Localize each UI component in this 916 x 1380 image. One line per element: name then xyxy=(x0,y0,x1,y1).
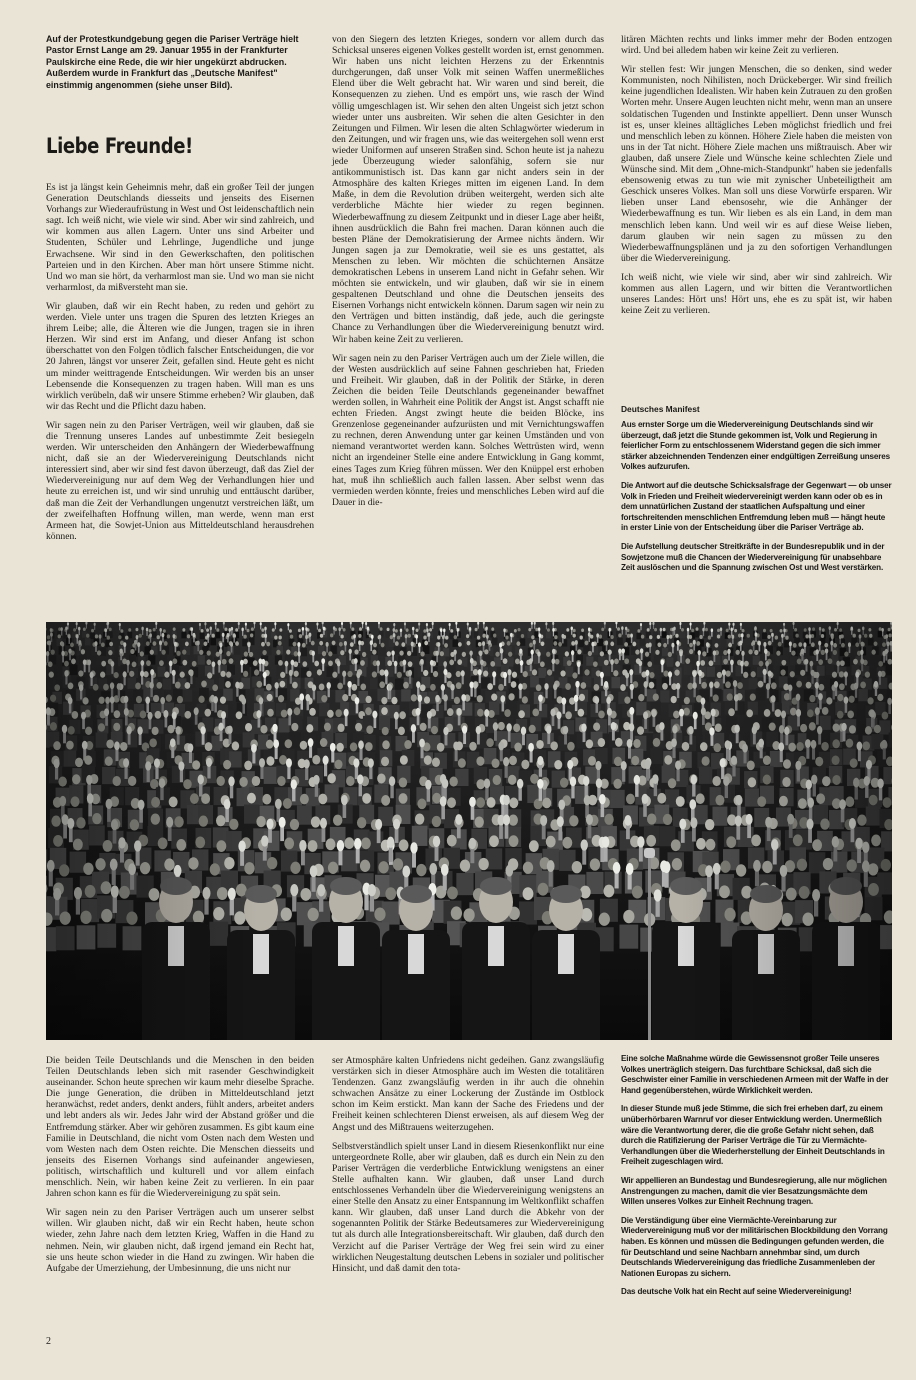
manifest-paragraph: Die Antwort auf die deutsche Schicksalsfrage der Gegenwart — ob unser Volk in Frieden und Freiheit wiedervereinigt werden kann oder ob es in dem unnatürlichen Zustand der staatlichen Aufspaltung und einer fortschreitenden menschlichen Entfremdung leben muß — hängt heute in erster Linie von der Entscheidung über die Pariser Verträge ab. xyxy=(621,480,892,533)
col2-paragraph: Wir sagen nein zu den Pariser Verträgen auch um der Ziele willen, die der Westen ausdrücklich auf seine Fahnen geschrieben hat, Frieden und Freiheit. Wir glauben, daß in der Politik der Stärke, in deren Zeichen die beiden Teile Deutschlands gegeneinander bewaffnet werden sollen, in Wahrheit eine Politik der Angst ist. Angst schafft nie echten Frieden. Angst zwingt heute die beiden Blöcke, ins Grenzenlose gegeneinander aufzurüsten und mit Vernichtungswaffen zu rechnen, deren Anwendung unter gar keinen Umständen und von niemand verantwortet werden kann. Solches Wettrüsten wird, wenn nicht an irgendeiner Stelle eine andere Entwicklung in Gang kommt, eines Tages zum Krieg führen müssen. Wer den Knüppel erst erhoben hat, muß ihn schließlich auch fallen lassen. Aber selbst wenn das vermieden werden könnte, freies und menschliches Leben wird auf die Dauer in die- xyxy=(332,352,604,508)
col2-paragraph: von den Siegern des letzten Krieges, sondern vor allem durch das Schicksal unseres eigenen Volkes gestellt worden ist, ernst genommen. Wir haben uns nicht leichten Herzens zu der Erkenntnis durchgerungen, daß unser Volk mit seinen Waffen unermeßliches Elend über die Welt gebracht hat. Wir waren und sind bereit, die Konsequenzen zu ziehen. Und es empört uns, wie rasch der Wind völlig umgeschlagen ist. Wir sehen den alten Ungeist sich jetzt schon wieder unter uns ausbreiten. Wir sehen die alten Gesichter in den Zeitungen und Filmen. Wir lesen die alten Schlagwörter wiederum in den Zeitungen, und wir fragen uns, wie das weitergehen soll wenn erst wieder Uniformen auf unseren Straßen sind. Schon heute ist ja nahezu jede Überzeugung wieder salonfähig, sofern sie nur antikommunistisch ist. Das kann gar nicht anders sein in der Atmosphäre des kalten Krieges mitten im eigenen Land. In dem Maße, in dem die Revolution drüben weitergeht, werden sich alte verderbliche Mächte hier wieder zu regen beginnen. Wiederbewaffnung zu diesem Zeitpunkt und in dieser Lage aber heißt, ihnen ausdrücklich die Bahn frei machen. Daran können auch die besten Pläne der Demokratisierung der Armee nichts ändern. Wir Jungen sagen ja zur Demokratie, weil sie es uns gestattet, als Menschen zu leben. Wir möchten die schüchternen Ansätze demokratischen Lebens in unserem Land nicht in Gefahr sehen. Wir möchten sie entwickeln, und wir glauben, daß wir sie in einem gespaltenen Deutschland und ohne die Deutschen jenseits des Eisernen Vorhangs nicht entwickeln können. Darum sagen wir nein zu den Verträgen und bitten inständig, daß jede, auch die geringste Chance zu Verhandlungen über die Wiedervereinigung benutzt wird. Wir haben keine Zeit zu verlieren. xyxy=(332,34,604,345)
page-number: 2 xyxy=(46,1336,51,1347)
column-1-body xyxy=(46,182,314,550)
manifest-paragraph: Wir appellieren an Bundestag und Bundesregierung, alle nur möglichen Anstrengungen zu machen, damit die vier Besatzungsmächte dem Willen unseres Volkes zur Einheit Rechnung tragen. xyxy=(621,1175,887,1207)
assembly-photo xyxy=(46,622,892,1040)
bottom-col1-paragraph: Wir sagen nein zu den Pariser Verträgen auch um unserer selbst willen. Wir glauben nicht, daß wir ein Recht haben, heute schon wieder, zehn Jahre nach dem letzten Krieg, Waffen in die Hand zu nehmen. Nein, wir glauben nicht, daß irgend jemand ein Recht hat, sie uns heute schon wieder in die Hand zu zwingen. Wir haben die Aufgabe der Umerziehung, der Umbesinnung, die uns nicht nur xyxy=(46,1207,314,1274)
col3-paragraph: litären Mächten rechts und links immer mehr der Boden entzogen wird. Und bei alledem haben wir keine Zeit zu verlieren. xyxy=(621,34,892,57)
col1-paragraph: Es ist ja längst kein Geheimnis mehr, daß ein großer Teil der jungen Generation Deutschlands diesseits und jenseits des Eisernen Vorhangs zur Wiederaufrüstung in West und Ost leidenschaftlich nein sagt. Ich weiß nicht, wie viele wir sind. Aber wir sind zahlreich, und wir kommen aus allen Lagern. Unter uns sind Arbeiter und Studenten, Schüler und Lehrlinge, Jugendliche und junge Erwachsene. Wir sind in den Gewerkschaften, den politischen Parteien und in den Kirchen. Aber man hört unsere Stimme nicht. Und wo man sie hört, da verharmlost man sie. Und wo man sie nicht verharmlost, da mißversteht man sie. xyxy=(46,182,314,293)
headline-block xyxy=(46,134,314,158)
headline: Liebe Freunde! xyxy=(46,134,193,158)
manifest-paragraph: Aus ernster Sorge um die Wiedervereinigung Deutschlands sind wir überzeugt, daß jetzt die Stunde gekommen ist, Volk und Regierung in feierlicher Form zu entschlossenem Widerstand gegen die sich immer stärker abzeichnenden Tendenzen einer endgültigen Zerreißung unseres Volkes aufzurufen. xyxy=(621,420,890,472)
manifest-top xyxy=(621,404,892,582)
intro-text: Auf der Protestkundgebung gegen die Pariser Verträge hielt Pastor Ernst Lange am 29. Januar 1955 in der Frankfurter Paulskirche eine Rede, die wir hier ungekürzt abdrucken. Außerdem wurde in Frankfurt das „Deutsche Manifest" einstimmig angenommen (siehe unser Bild). xyxy=(46,34,299,90)
manifest-paragraph: Eine solche Maßnahme würde die Gewissensnot großer Teile unseres Volkes unerträglich steigern. Das furchtbare Schicksal, daß sich die Geschwister einer Familie in verschiedenen Armeen mit der Waffe in der Hand gegenüberstehen, würde Wirklichkeit werden. xyxy=(621,1054,889,1095)
column-1-top xyxy=(46,34,314,91)
bottom-column-1 xyxy=(46,1055,314,1282)
col1-paragraph: Wir glauben, daß wir ein Recht haben, zu reden und gehört zu werden. Viele unter uns tragen die Spuren des letzten Krieges an ihrem Leibe; alle, die Älteren wie die Jungen, tragen sie in ihren Herzen. Wir sind erst im Anfang, und dieser Anfang ist schon überschattet von den Folgen tödlich falscher Entscheidungen, die vor 20 Jahren, längst vor unserer Zeit, gefallen sind. Heute geht es nicht um minder weittragende Entscheidungen. Wir werden bis an unser Lebensende die Konsequenzen zu tragen haben. Will man es uns wirklich verübeln, daß wir unsere Stimme erheben? Wir glauben, daß wir das Recht und die Pflicht dazu haben. xyxy=(46,300,314,412)
manifest-paragraph: Die Verständigung über eine Viermächte-Vereinbarung zur Wiedervereinigung muß vor der militärischen Blockbildung den Vorrang haben. Es können und müssen die Bedingungen gefunden werden, die für Deutschland und seine Nachbarn annehmbar sind, um durch Deutschlands Wiedervereinigung das friedliche Zusammenleben der Nationen Europas zu sichern. xyxy=(621,1215,888,1278)
bottom-col2-paragraph: ser Atmosphäre kalten Unfriedens nicht gedeihen. Ganz zwangsläufig verstärken sich in dieser Atmosphäre auch im Westen die totalitären Tendenzen. Ganz zwangsläufig werden in ihr auch die ohnehin schwachen Ansätze zu einer Lockerung der Zustände im Ostblock schon im Keim erstickt. Man kann der Sache des Friedens und der Freiheit keinen schlechteren Dienst erweisen, als auf diesem Weg der Angst und des Mißtrauens weiterzugehen. xyxy=(332,1055,604,1133)
column-2-top xyxy=(332,34,604,516)
crowd-raising-hands-image xyxy=(46,622,892,1040)
bottom-col2-paragraph: Selbstverständlich spielt unser Land in diesem Riesenkonflikt nur eine untergeordnete Rolle, aber wir glauben, daß es durch ein Nein zu den Pariser Verträgen die verderbliche Entwicklung wenigstens an einer Stelle aufhalten kann. Wir glauben, daß unser Land durch entschlossenes Verhandeln über die Wiedervereinigung wenigstens an einer Stelle den Ansatz zu einer Entspannung im Weltkonflikt schaffen kann. Wir glauben, daß unser Land durch die Abkehr von der sogenannten Politik der Stärke Bedeutsameres zur Wiedervereinigung tut als durch alle Integrationsbereitschaft. Wir glauben, daß durch den Verzicht auf die Pariser Verträge der Weg frei sein wird zu einer wirklichen Neugestaltung deutschen Lebens in sozialer und politischer Hinsicht, und daß damit den tota- xyxy=(332,1140,604,1274)
column-3-top xyxy=(621,34,892,324)
bottom-col1-paragraph: Die beiden Teile Deutschlands und die Menschen in den beiden Teilen Deutschlands leben sich mit rasender Geschwindigkeit auseinander. Schon heute sprechen wir kaum mehr dieselbe Sprache. Die junge Generation, die drüben in Mitteldeutschland jetzt heranwächst, redet anders, denkt anders, fühlt anders, arbeitet anders und lebt anders als wir. Jedes Jahr wird der Abstand größer und die Entfremdung stärker. Aber wir gehören zusammen. Es gibt kaum eine Familie in Deutschland, die nicht vom Osten nach dem Westen und vom Westen nach dem Osten reichte. Die Menschen diesseits und jenseits des Eisernen Vorhangs sind aufeinander angewiesen, politisch, wirtschaftlich und kulturell und vor allem einfach menschlich. Nein, wir haben keine Zeit zu verlieren. In ein paar Jahren schon kann es für die Wiedervereinigung zu spät sein. xyxy=(46,1055,314,1200)
col3-paragraph: Ich weiß nicht, wie viele wir sind, aber wir sind zahlreich. Wir kommen aus allen Lagern, und wir bitten die Verantwortlichen unseres Landes: Hört uns! Hört uns, ehe es zu spät ist, wir haben keine Zeit zu verlieren. xyxy=(621,271,892,317)
manifest-title: Deutsches Manifest xyxy=(621,404,700,414)
bottom-column-2 xyxy=(332,1055,604,1282)
manifest-bottom xyxy=(621,1054,892,1306)
manifest-paragraph: In dieser Stunde muß jede Stimme, die sich frei erheben darf, zu einem unüberhörbaren Warnruf vor dieser Entwicklung werden. Unermeßlich wäre die Verantwortung derer, die die große Gefahr nicht sehen, daß durch die Ratifizierung der Pariser Verträge die Tür zu Viermächte-Verhandlungen über die Wiederherstellung der Einheit Deutschlands in Freiheit zugeschlagen wird. xyxy=(621,1104,885,1167)
manifest-paragraph: Die Aufstellung deutscher Streitkräfte in der Bundesrepublik und in der Sowjetzone muß die Chancen der Wiedervereinigung für unabsehbare Zeit auslöschen und die Spannung zwischen Ost und West verstärken. xyxy=(621,541,885,573)
manifest-closing: Das deutsche Volk hat ein Recht auf seine Wiedervereinigung! xyxy=(621,1287,852,1297)
col1-paragraph: Wir sagen nein zu den Pariser Verträgen, weil wir glauben, daß sie die Trennung unseres Landes auf unbestimmte Zeit besiegeln werden. Wir unterscheiden den Anhängern der Wiederbewaffnung nicht, daß sie an der Wiedervereinigung Deutschlands nicht interessiert sind, aber wir sind fest davon überzeugt, daß das Ziel der Wiedervereinigung nur auf dem Weg der Verhandlungen hier und heute zu erreichen ist, und wir sind unruhig und enttäuscht darüber, daß man die Zeit der Verhandlungen ungenutzt verstreichen läßt, um der zweifelhaften Hoffnung willen, man werde, wenn man erst Armeen hat, die Sowjet-Union aus Mitteldeutschland herausdrehen können. xyxy=(46,419,314,542)
col3-paragraph: Wir stellen fest: Wir jungen Menschen, die so denken, sind weder Kommunisten, noch Nihilisten, noch Drückeberger. Wir sind freilich keine jugendlichen Idealisten. Wir haben kein Zutrauen zu den großen Worten mehr. Unsere Augen leuchten nicht mehr, wenn man an unsere soldatischen Tugenden und Instinkte appelliert. Denn unser Wunsch ist es, unser kleines alltägliches Leben möglichst friedlich und frei und menschlich leben zu können. Höhere Ziele haben die meisten von uns in der Tat nicht. Höhere Ziele machen uns mißtrauisch. Aber wir glauben, daß unsere Ziele und Wünsche keine schlechten Ziele und Wünsche sind. Mit dem „Ohne-mich-Standpunkt" haben sie jedenfalls ebensowenig etwas zu tun wie mit zynischer Unbeteiligtheit am Geschick unseres Volkes. Man soll uns diese Vorwürfe ersparen. Wir lieben unser Land ebensosehr, wie die Anhänger der Wiederbewaffnung es tun. Wir lieben es als ein Land, in dem man menschlich leben kann. Und weil wir es auf diese Weise lieben, darum glauben wir nein sagen zu müssen zu den Wiederbewaffnungsplänen und ja zu den sofortigen Verhandlungen über die Wiedervereinigung. xyxy=(621,64,892,264)
